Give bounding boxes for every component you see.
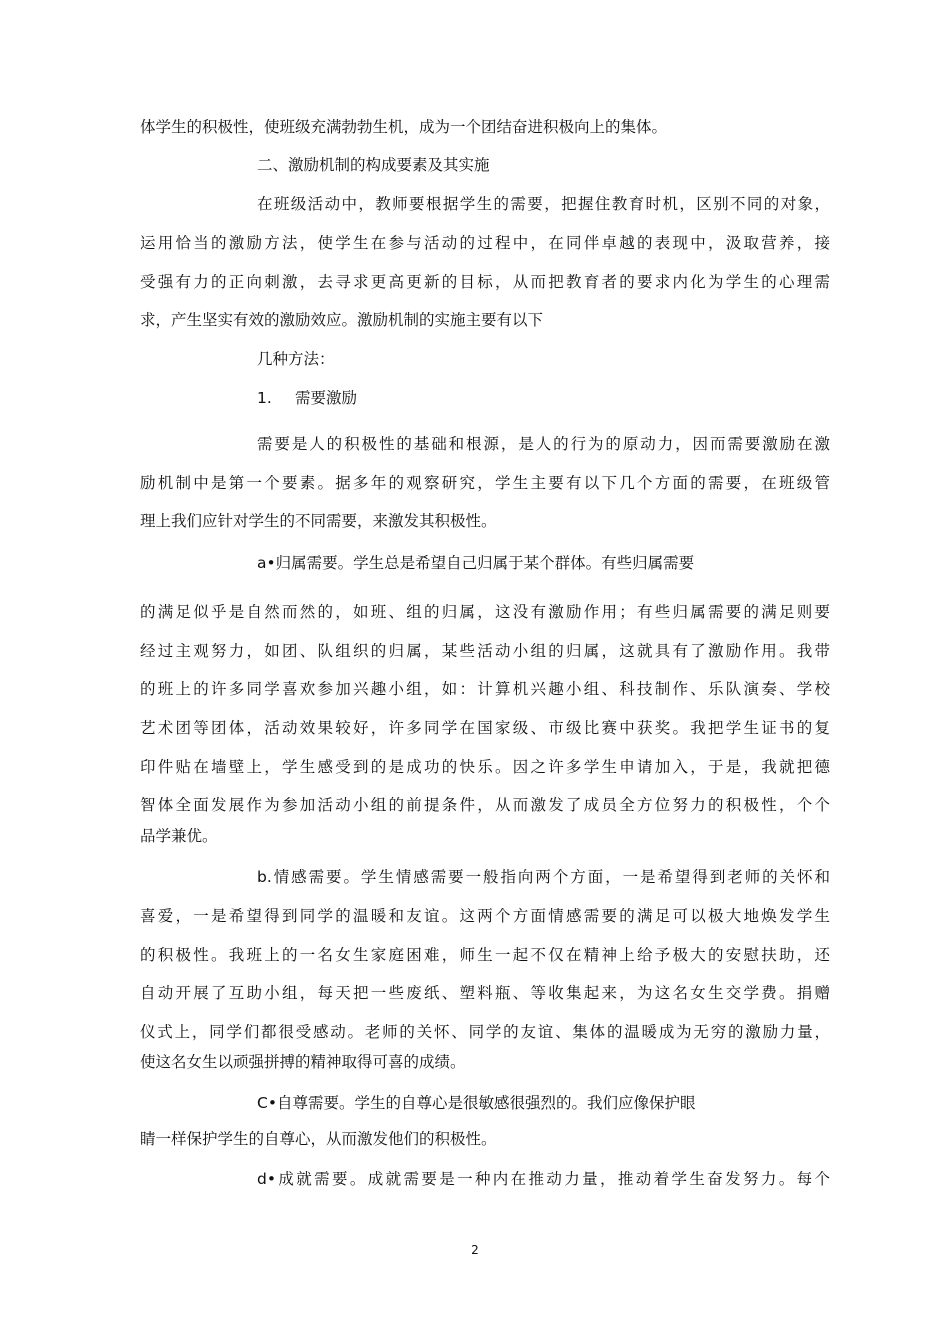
paragraph-line: a•归属需要。学生总是希望自己归属于某个群体。有些归属需要 [257,554,695,572]
paragraph-line: 求，产生坚实有效的激励效应。激励机制的实施主要有以下 [140,311,544,329]
paragraph-line: 在班级活动中，教师要根据学生的需要，把握住教育时机，区别不同的对象， [257,195,830,213]
paragraph-line: 运用恰当的激励方法，使学生在参与活动的过程中，在同伴卓越的表现中，汲取营养，接 [140,234,830,252]
paragraph-line: 智体全面发展作为参加活动小组的前提条件，从而激发了成员全方位努力的积极性，个个 [140,796,830,814]
paragraph-line: 自动开展了互助小组，每天把一些废纸、塑料瓶、等收集起来，为这名女生交学费。捐赠 [140,984,830,1002]
paragraph-line: b.情感需要。学生情感需要一般指向两个方面，一是希望得到老师的关怀和 [257,868,830,886]
paragraph-line: 喜爱，一是希望得到同学的温暖和友谊。这两个方面情感需要的满足可以极大地焕发学生 [140,907,830,925]
paragraph-line: 励机制中是第一个要素。据多年的观察研究，学生主要有以下几个方面的需要，在班级管 [140,474,830,492]
paragraph-line: 理上我们应针对学生的不同需要，来激发其积极性。 [140,512,497,530]
paragraph-line: 睛一样保护学生的自尊心，从而激发他们的积极性。 [140,1130,497,1148]
paragraph-line: 的满足似乎是自然而然的，如班、组的归属，这没有激励作用；有些归属需要的满足则要 [140,603,830,621]
paragraph-line: 受强有力的正向刺激，去寻求更高更新的目标，从而把教育者的要求内化为学生的心理需 [140,273,830,291]
paragraph-line: 的积极性。我班上的一名女生家庭困难，师生一起不仅在精神上给予极大的安慰扶助，还 [140,946,830,964]
paragraph-line: 经过主观努力，如团、队组织的归属，某些活动小组的归属，这就具有了激励作用。我带 [140,642,830,660]
section-heading: 二、激励机制的构成要素及其实施 [257,156,490,174]
paragraph-line: 体学生的积极性，使班级充满勃勃生机，成为一个团结奋进积极向上的集体。 [140,118,668,136]
paragraph-line: 艺术团等团体，活动效果较好，许多同学在国家级、市级比赛中获奖。我把学生证书的复 [140,719,830,737]
paragraph-line: 品学兼优。 [140,827,218,845]
subsection-title: 需要激励 [295,389,358,407]
paragraph-line: 几种方法： [257,350,335,368]
paragraph-line: C•自尊需要。学生的自尊心是很敏感很强烈的。我们应像保护眼 [257,1094,696,1112]
paragraph-line: 使这名女生以顽强拼搏的精神取得可喜的成绩。 [140,1053,466,1071]
paragraph-line: 需要是人的积极性的基础和根源，是人的行为的原动力，因而需要激励在激 [257,435,830,453]
paragraph-line: 仪式上，同学们都很受感动。老师的关怀、同学的友谊、集体的温暖成为无穷的激励力量， [140,1023,830,1041]
paragraph-line: 印件贴在墙壁上，学生感受到的是成功的快乐。因之许多学生申请加入，于是，我就把德 [140,758,830,776]
paragraph-line: 的班上的许多同学喜欢参加兴趣小组，如：计算机兴趣小组、科技制作、乐队演奏、学校 [140,680,830,698]
page-number: 2 [471,1243,479,1257]
list-number: 1. [257,389,272,407]
paragraph-line: d•成就需要。成就需要是一种内在推动力量，推动着学生奋发努力。每个 [257,1170,830,1188]
